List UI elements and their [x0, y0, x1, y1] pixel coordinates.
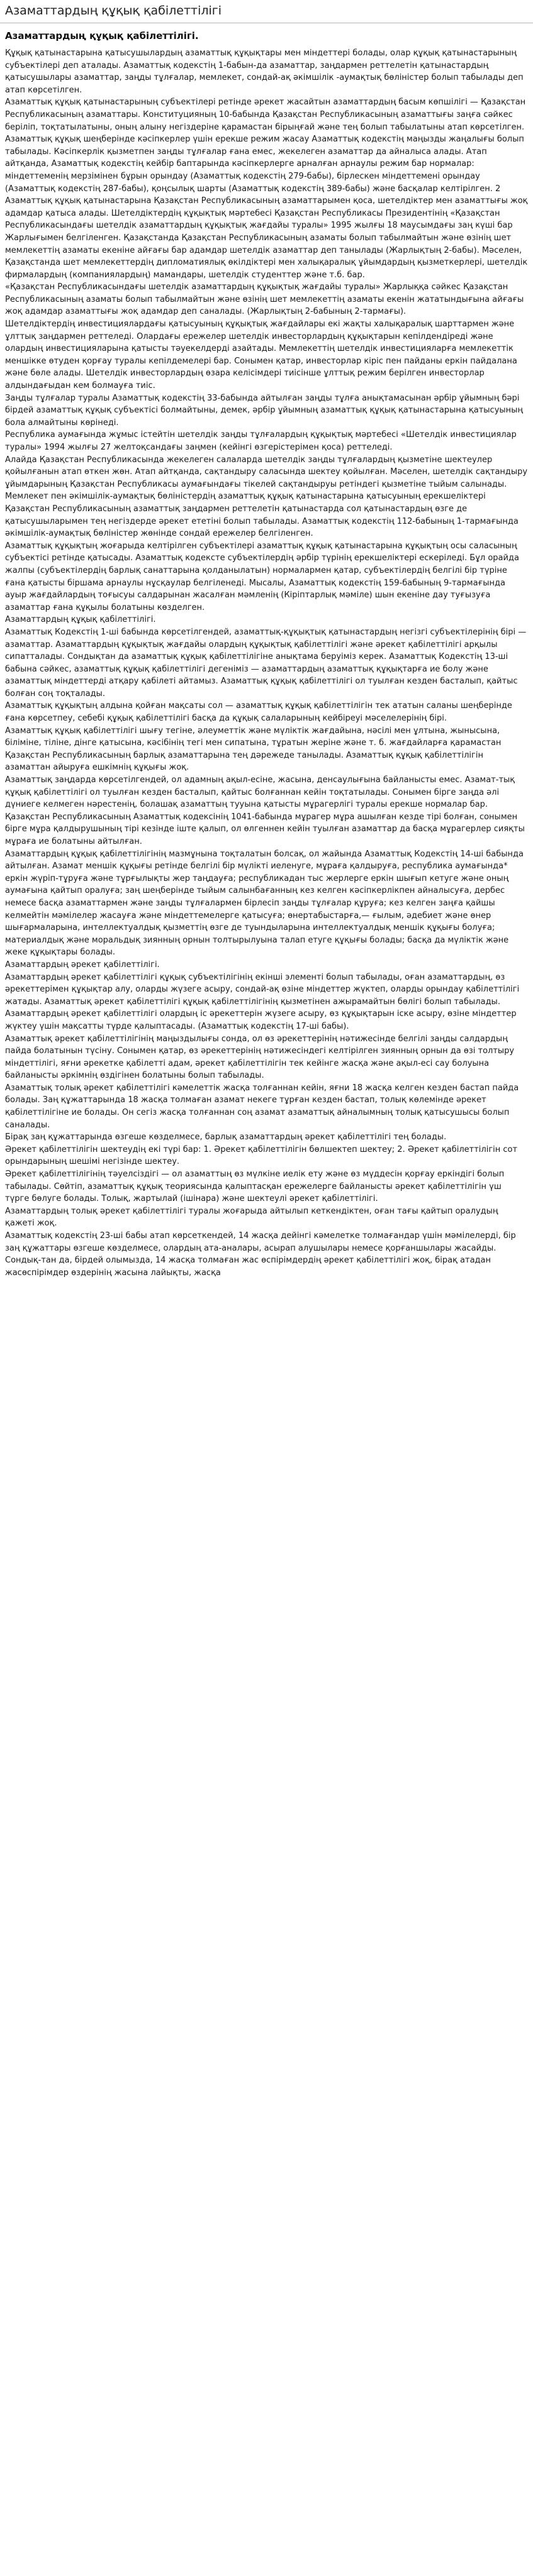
section-heading: Азаматтардың әрекет қабілеттілігі.: [5, 959, 160, 970]
paragraph: Азаматтардың толық әрекет қабілеттілігі туралы жоғарыда айтылып кеткендіктен, оған тағы қайтып оралудың қажеті жоқ.: [5, 1206, 498, 1229]
paragraph: Заңды тұлғалар туралы Азаматтық кодекстің 33-бабында айтылған заңды тұлға анықтамасынан әрбір ұйымның бәрі бірдей азаматтық құқық субъектісі болмайтыны, демек, әрбір ұйымның азаматтық құқық қатынастарына қатысуының бола алмайтыны көрінеді.: [5, 393, 524, 428]
paragraph: Азаматтық әрекет қабілеттілігінің маңыздылығы сонда, ол өз әрекеттерінің нәтижесінде белгілі заңды салдардың пайда болатынын түсіну. Сонымен қатар, өз әрекеттерінің нәтижесіндегі келтірілген зиянның орнын да өзі толтыру міндеттілігі, яғни әрекетке қабілетті адам, әрекет қабілеттілігін тек кейінге жасқа және ақыл-есі сау болуына байланысты әркімнің өздігінен болатыны болып табылады.: [5, 1034, 515, 1081]
paragraph: Азаматтық құқықтың алдына қойған мақсаты сол — азаматтық құқық қабілеттілігін тек ататын саланы шеңберінде ғана көрсетпеу, себебі құқық қабілеттілігі басқа да құқық салаларының кейбіреуі мәселелерінің бірі.: [5, 701, 512, 724]
paragraph: Азаматтық заңдарда көрсетілгендей, ол адамның ақыл-есіне, жасына, денсаулығына байланысты емес. Азамат-тық құқық қабілеттілігі ол туылған кезден басталып, қайтыс болғаннан кейін тоқтатылады. Сонымен бірге заңда әлі дүниеге келмеген нәрестенің, болашақ азаматтың тууына қатысты мұрагерлігі туралы ерекше нормалар бар. Қазақстан Республикасының Азаматтық кодексінің 1041-бабында мұрагер мұра ашылған кезде тірі болған, сонымен бірге мұра қалдырушының тірі кезінде іште қалып, ол өлгеннен кейін туылған азаматтар да басқа мұрагерлер сияқты мұраға ие болатыны айтылған.: [5, 775, 525, 846]
paragraph: «Қазақстан Республикасындағы шетелдік азаматтардың құқықтық жағдайы туралы» Жарлыққа сәйкес Қазақстан Республикасының азаматы болып табылмайтын және өзінің шет мемлекеттің азаматы екенін жататындығына айғағы жоқ адамдар азаматтығы жоқ адамдар деп саналады. (Жарлықтың 2-бабының 2-тармағы).: [5, 282, 524, 317]
paragraph: Азаматтардың әрекет қабілеттілігі құқық субъектілігінің екінші элементі болып табылады, оған азаматтардың, өз әрекеттерімен құқықтар алу, оларды жүзеге асыру, сондай-ақ өзіне міндеттер жүктеп, оларды орындау қабілеттілігі жатады. Азаматтық әрекет қабілеттілігі құқық қабілеттілігінің қызметінен ажырамайтын бөлігі болып табылады. Азаматтардың әрекет қабілеттілігі олардың іс әрекеттерін жүзеге асыру, өз құқықтарын іске асыру, өзіне міндеттер жүктеу үшін мақсатты түрде қалыптасады. (Азаматтық кодекстің 17-ші бабы).: [5, 972, 520, 1031]
article-heading: Азаматтардың құқық қабілеттілігі.: [5, 30, 199, 41]
paragraph: Азаматтық кодекстің 23-ші бабы атап көрсеткендей, 14 жасқа дейінгі кәмелетке толмағандар үшін мәмілелерді, бір заң құжаттары өзгеше көзделмесе, олардың ата-аналары, асырап алушылары немесе қорғаншылары жасайды. Сондық-тан да, бірдей олымызда, 14 жасқа толмаған жас өспірімдердің әрекет қабілеттілігі жоқ, бірақ атадан жасөспірімдер өздерінің жасына лайықты, жасқа: [5, 1231, 516, 1278]
paragraph: Алайда Қазақстан Республикасында жекелеген салаларда шетелдік заңды тұлғалардың қызметіне шектеулер қойылғанын атап өткен жөн. Атап айтқанда, сақтандыру саласында шектеу қойылған. Мәселен, шетелдік сақтандыру ұйымдарының Қазақстан Республикасы аумағындағы тікелей сақтандыруы ретіндегі қызметіне тыйым салынады.: [5, 455, 528, 489]
paragraph: Әрекет қабілеттілігінің тәуелсіздігі — ол азаматтың өз мүлкіне иелік ету және өз мүддесін қорғау еркіндігі болып табылады. Сөйтіп, азаматтық құқық теориясында қалыптасқан ережелерге байланысты әрекет қабілеттілігін үш түрге бөлуге болады. Толық, жартылай (ішінара) және шектеулі әрекет қабілеттілігі.: [5, 1169, 505, 1204]
paragraph: Республика аумағында жұмыс істейтін шетелдік заңды тұлғалардың құқықтық мәртебесі «Шетелдік инвестициялар туралы» 1994 жылғы 27 желтоқсандағы заңмен (кейінгі өзгерістерімен қоса) реттеледі.: [5, 430, 517, 452]
paragraph: Әрекет қабілеттілігін шектеудің екі түрі бар: 1. Әрекет қабілеттілігін бөлшектеп шектеу; 2. Әрекет қабілеттілігін сот орындарының шешімі негізінде шектеу.: [5, 1144, 518, 1167]
section-heading: Азаматтардың құқық қабілеттілігі.: [5, 615, 156, 625]
paragraph: Құқық қатынастарына қатысушылардың азаматтық құқықтары мен міндеттері болады, олар құқық қатынастарының субъектілері деп аталады. Азаматтық кодекстің 1-бабын-да азаматтар, заңдармен реттелетін қатынастардың қатысушылары азаматтар, заңды тұлғалар, мемлекет, сондай-ақ әкімшілік -аумақтық бөліністер болып табылады деп атап көрсетілген.: [5, 48, 524, 95]
article-content: [0, 23, 533, 1286]
paragraph: Азаматтық құқық қабілеттілігі шығу тегіне, әлеуметтік және мүліктік жағдайына, нәсілі мен ұлтына, жынысына, біліміне, тіліне, дінге қатысына, кәсібінің тегі мен сипатына, тұратын жеріне және т. б. жағдайларға қарамастан Қазақстан Республикасының барлық азаматтарына тең дәрежеде танылады. Азаматтық құқық қабілеттілігін азаматтан айыруға ешкімнің құқығы жоқ.: [5, 726, 502, 773]
paragraph: Азаматтардың құқық қабілеттілігінің мазмұнына тоқталатын болсақ, ол жайында Азаматтық Кодекстің 14-ші бабында айтылған. Азамат меншік құқығы ретінде белгілі бір мүлікті иеленуге, мұраға қалдыруға, республика аумағында* еркін жүріп-тұруға және тұрғылықты жер таңдауға; республикадан тыс жерлерге еркін шығып кетуге және оның аумағына қайтып оралуға; заң шеңберінде тыйым салынбағанның кез келген кәсіпкерлікпен айналысуға, дербес немесе басқа азаматтармен және заңды тұлғалармен бірлесіп заңды тұлғалар құруға; кез келген заңға қайшы келмейтін мәмілелер жасауға және міндеттемелерге қатысуға; өнертабыстарға,— ғылым, әдебиет және өнер шығармаларына, интеллектуалдық қызметтің өзге де туындыларына интеллектуалдық меншік құқығы болуға; материалдық және моральдық зиянның орнын толтырылуына талап етуге құқығы болады; басқа да мүліктік және жеке құқықтары болады.: [5, 849, 524, 958]
paragraph: Бірақ заң құжаттарында өзгеше көзделмесе, барлық азаматтардың әрекет қабілеттілігі тең болады.: [5, 1132, 447, 1142]
paragraph: Азаматтық құқық шеңберінде кәсіпкерлер үшін ерекше режим жасау Азаматтық кодекстің маңызды жаңалығы болып табылады. Кәсіпкерлік қызметпен заңды тұлғалар ғана емес, жекелеген азаматтар да айналыса алады. Атап айтқанда, Азаматтық кодекстің кейбір баптарында кәсіпкерлерге арналған арнаулы режим бар нормалар: міндеттеменің мерзімінен бұрын орындау (Азаматтық кодекстің 279-бабы), бірлескен міндеттемені орындау (Азаматтық кодекстің 287-бабы), қоңсылық шарты (Азаматтық кодекстің 389-бабы) және басқалар келтірілген. 2: [5, 135, 524, 194]
page-title: Азаматтардың құқық қабілеттілігі: [5, 4, 222, 18]
paragraph: Азаматтық толық әрекет қабілеттілігі кәмелеттік жасқа толғаннан кейін, яғни 18 жасқа келген кезден бастап пайда болады. Заң құжаттарында 18 жасқа толмаған азамат некеге тұрған кезден бастап, толық көлемінде әрекет қабілеттілігіне ие болады. Он сегіз жасқа толғаннан соң азамат азаматтық айналымның толық қатысушысы болып саналады.: [5, 1083, 519, 1130]
paragraph: Азаматтық Кодекстің 1-ші бабында көрсетілгендей, азаматтық-құқықтық қатынастардың негізгі субъектілерінің бірі — азаматтар. Азаматтардың құқықтық жағдайы олардың құқықтық қабілеттілігі және әрекет қабілеттілігі арқылы сипатталады. Сондықтан да азаматтық құқық қабілеттілігіне анықтама беруіміз керек. Азаматтық Кодекстің 13-ші бабына сәйкес, азаматтық құқық қабілеттілігі дегеніміз — азаматтардың азаматтық құқықтарға ие болу және азаматтық міндеттерді атқару қабілеті айтамыз. Азаматтық құқық қабілеттілігі ол туылған кезден басталып, қайтыс болған соң тоқталады.: [5, 627, 527, 699]
paragraph: Азаматтық құқық қатынастарына Қазақстан Республикасының азаматтарымен қоса, шетелдіктер мен азаматтығы жоқ адамдар қатыса алады. Шетелдіктердің құқықтық мәртебесі Қазақстан Республикасы Президентінің «Қазақстан Республикасындағы шетелдік азаматтардың құқықтық жағдайы туралы» 1995 жылғы 18 маусымдағы заң күші бар Жарлығымен белгіленген. Қазақстанда Қазақстан Республикасының азаматы болып табылмайтын және өзінің шет мемлекеттің азаматы екеніне айғағы бар адамдар шетелдік азаматтар деп танылады (Жарлықтың 2-бабы). Мәселен, Қазақстанда шет мемлекеттердің дипломатиялық өкілдіктері мен халықаралық ұйымдардың қызметкерлері, шетелдік фирмалардың (компаниялардың) мамандары, шетелдік студенттер және т.б. бар.: [5, 196, 528, 280]
page-header: [0, 0, 533, 23]
paragraph: Шетелдіктердің инвестициялардағы қатысуының құқықтық жағдайлары екі жақты халықаралық шарттармен және ұлттық заңдармен реттеледі. Олардағы ережелер шетелдік инвесторлардың құқықтарын кепілдендіреді және олардың инвестицияларына қатысты тәуекелдерді азайтады. Мемлекеттің шетелдік инвестицияларға мемлекеттік меншікке өтуден қорғау туралы кепілдемелері бар. Сонымен қатар, инвесторлар кіріс пен пайданы еркін пайдалана және бөле алады. Шетелдік инвесторлардың өзара келісімдері тиісінше ұлттық режим берілген инвесторлар алдындағыдан кем болмауға тиіс.: [5, 319, 517, 391]
paragraph: Азаматтық құқық қатынастарының субъектілері ретінде әрекет жасайтын азаматтардың басым көпшілігі — Қазақстан Республикасының азаматтары. Конституцияның 10-бабында Қазақстан Республикасының азаматтығы заңға сәйкес беріліп, тоқтатылатыны, оның алыну негіздеріне қарамастан бірыңғай және тең болып табылатыны атап көрсетілген.: [5, 97, 526, 132]
paragraph: Азаматтық құқықтың жоғарыда келтірілген субъектілері азаматтық құқық қатынастарына құқықтың осы саласының субъектісі ретінде қатысады. Азаматтық кодексте субъектілердің әрбір түрінің ерекшеліктері ескеріледі. Бұл орайда жалпы (субъектілердің барлық санаттарына қолданылатын) нормалармен қатар, субъектілердің белгілі бір түріне ғана қатысты біршама арнаулы нұсқаулар белгіленеді. Мысалы, Азаматтық кодекстің 159-бабының 9-тармағында ауыр жағдайлардың тоғысуы салдарынан жасалған мәмленің (Кіріптарлық мәміле) шын екеніне дау туғызуға азаматтар ғана құқылы болатыны көзделген.: [5, 541, 519, 612]
article-body: [5, 47, 528, 1279]
paragraph: Мемлекет пен әкімшілік-аумақтық бөліністердің азаматтық құқық қатынастарына қатысуының ерекшеліктері Қазақстан Республикасының азаматтық заңдармен реттелетін қатынастарда сол қатынастардың өзге де қатысушыларымен тең негіздерде әрекет ететіні болып табылады. Азаматтық кодекстің 112-бабының 1-тармағында әкімшілік-аумақтық бөліністер жөнінде сондай ережелер белгіленген.: [5, 492, 519, 539]
